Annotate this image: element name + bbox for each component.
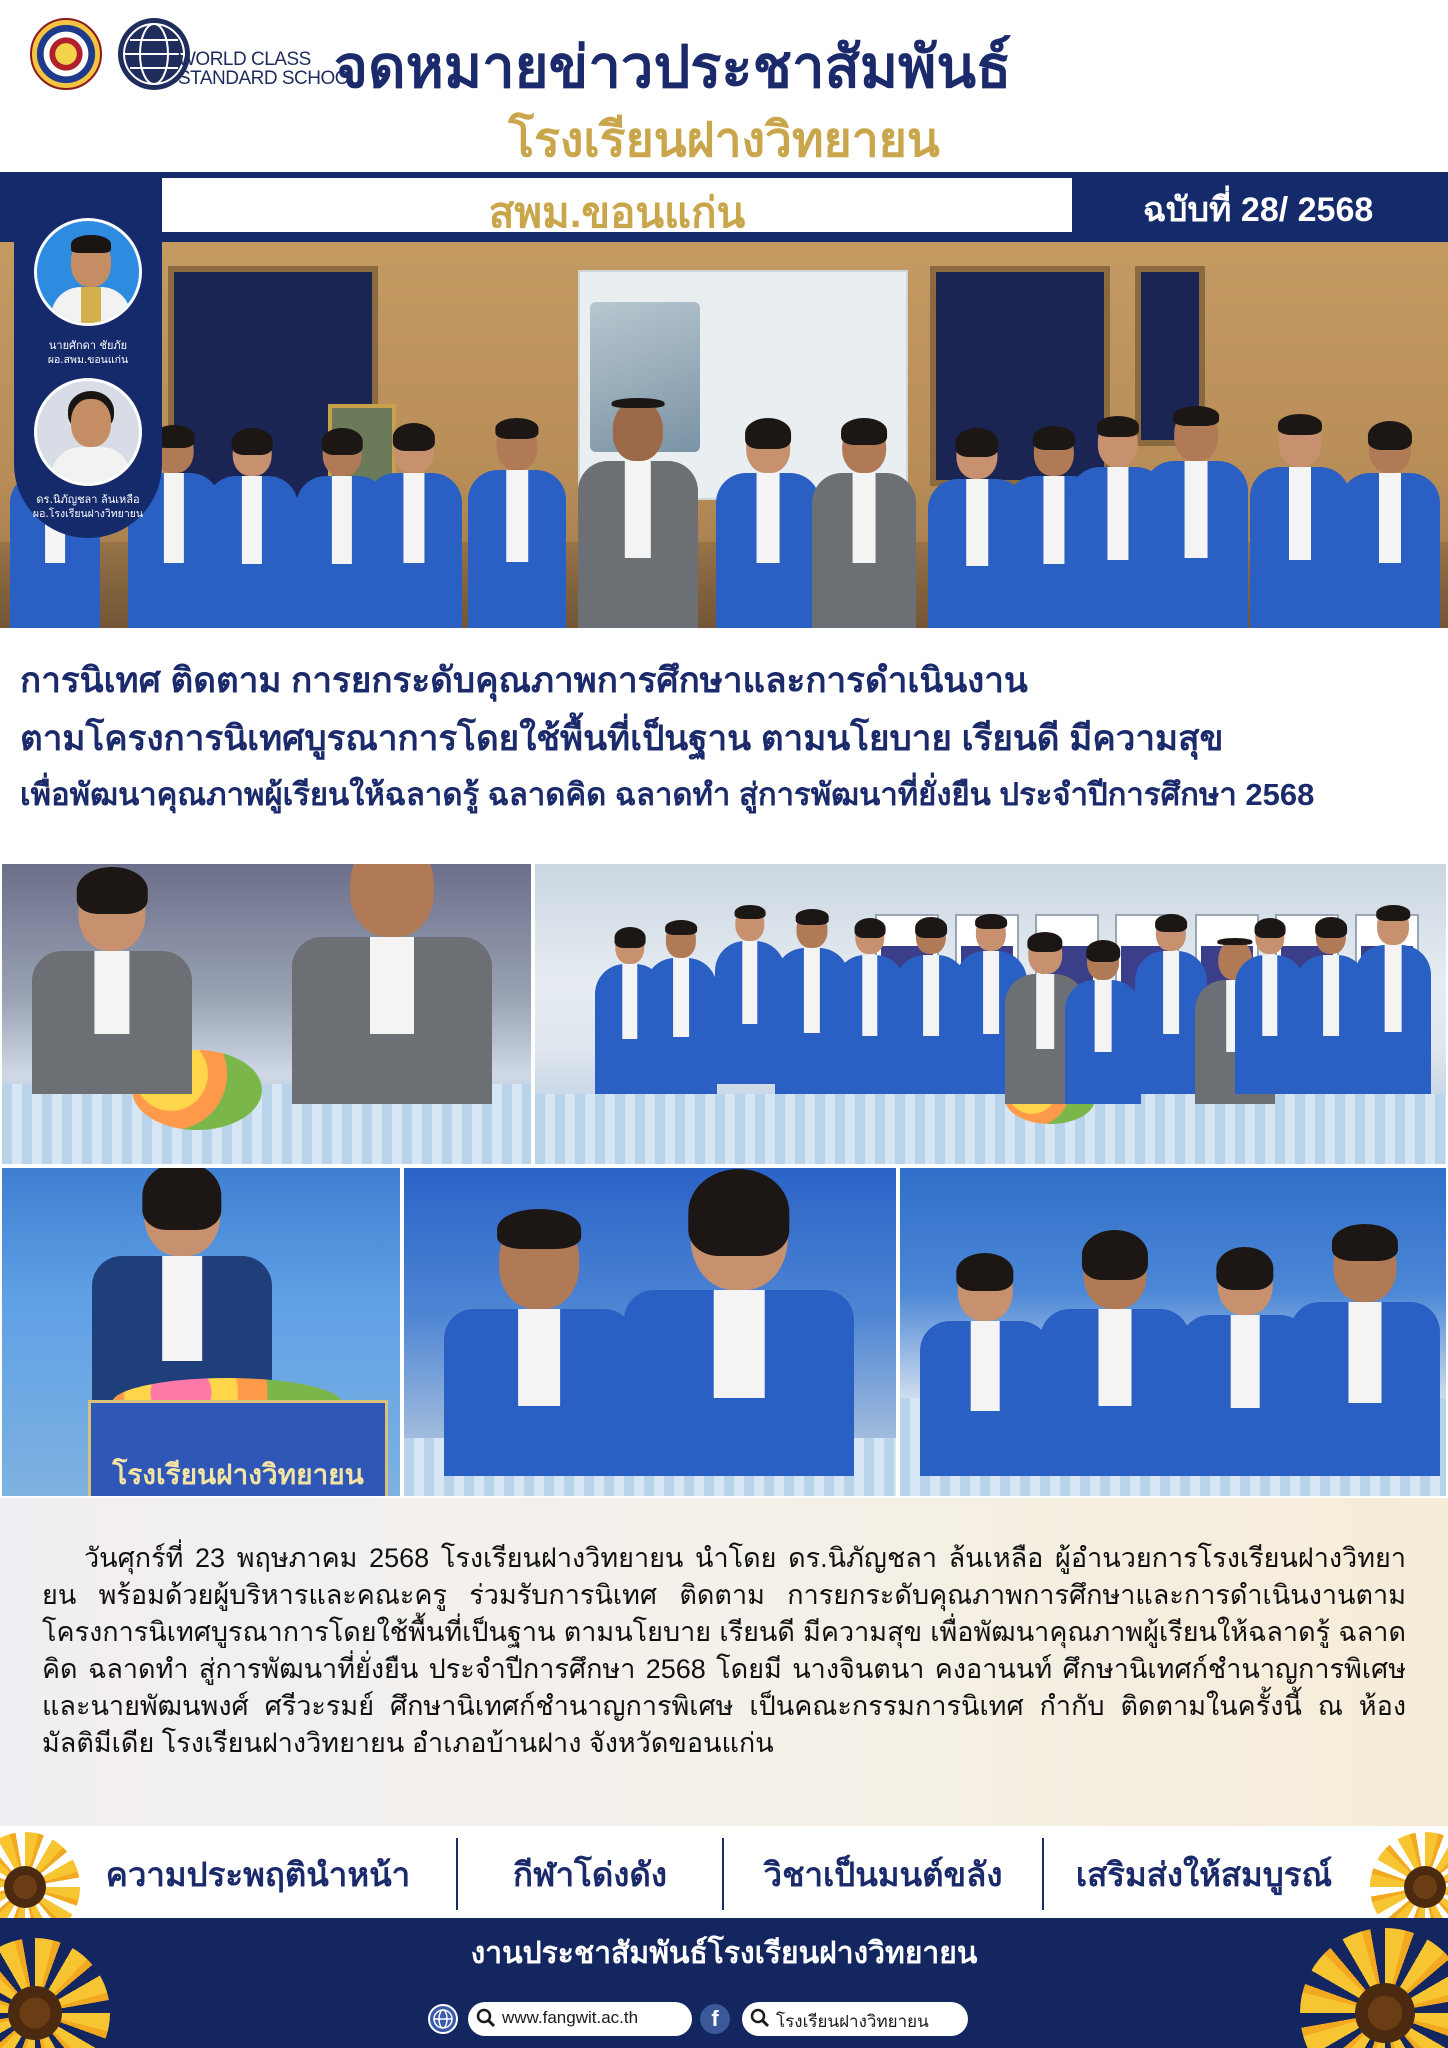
footer [0,1918,1448,2048]
facebook-page-name: โรงเรียนฝางวิทยายน [776,2012,929,2031]
person-figure [1290,1196,1440,1476]
person-figure [444,1206,634,1476]
person-figure [812,378,916,628]
admin-position: ผอ.สพม.ขอนแก่น [47,354,129,366]
office-name: สพม.ขอนแก่น [488,189,746,236]
world-class-logo-text [178,50,359,88]
person-figure [1065,904,1141,1104]
school-name: โรงเรียนฝางวิทยายน [508,114,940,167]
facebook-link[interactable] [742,2002,968,2036]
school-seal-icon [30,18,102,90]
person-figure [1250,368,1350,628]
headline-line-3: เพื่อพัฒนาคุณภาพผู้เรียนให้ฉลาดรู้ ฉลาดคิด ฉลาดทำ สู่การพัฒนาที่ยั่งยืน ประจำปีการศึกษา 2568 [20,777,1315,812]
header [0,0,1448,172]
photo-staff-seated [402,1166,898,1498]
table-cloth [535,1094,1446,1166]
search-icon [750,2008,770,2028]
photo-supervisors-at-table [0,862,533,1166]
headline-line-1: การนิเทศ ติดตาม การยกระดับคุณภาพการศึกษาและการดำเนินงาน [20,661,1028,700]
person-figure [1040,1206,1190,1476]
headline [20,652,1430,822]
newsletter-title: จดหมายข่าวประชาสัมพันธ์ [334,35,1012,100]
issue-number: ฉบับที่ 28/ 2568 [1142,191,1374,229]
search-icon [476,2008,496,2028]
photo-teachers-seated [898,1166,1448,1498]
photo-group-at-meeting [533,862,1448,1166]
admin-name: ดร.นิภัญชลา ล้นเหลือ [36,493,140,506]
school-motto-bar [0,1826,1448,1918]
person-figure [1355,862,1431,1094]
person-figure [206,383,298,628]
motto-sports: กีฬาโด่งดัง [513,1856,667,1893]
website-url: www.fangwit.ac.th [502,2008,639,2027]
motto-conduct: ความประพฤตินำหน้า [105,1856,411,1893]
admin-position: ผอ.โรงเรียนฝางวิทยายน [32,508,144,520]
person-figure [578,358,698,628]
globe-icon[interactable] [428,2004,458,2034]
hero-group-photo [0,242,1448,628]
person-figure [468,373,566,628]
person-figure [716,378,820,628]
lectern [88,1400,388,1498]
principal-photo [34,378,142,486]
admin-name: นายศักดา ชัยภัย [48,339,128,352]
facebook-icon[interactable]: f [700,2004,730,2034]
person-figure [624,1176,854,1476]
person-figure [292,862,492,1104]
admin-caption [14,338,162,368]
logo-line-1: WORLD CLASS [178,49,311,70]
article-body [0,1498,1448,1826]
director-photo [34,218,142,326]
motto-knowledge: วิชาเป็นมนต์ขลัง [763,1856,1003,1893]
headline-line-2: ตามโครงการนิเทศบูรณาการโดยใช้พื้นที่เป็นฐาน ตามนโยบาย เรียนดี มีความสุข [20,719,1224,758]
person-figure [645,874,717,1094]
photo-speaker-at-lectern [0,1166,402,1498]
person-figure [366,378,462,628]
lectern-sign: โรงเรียนฝางวิทยายน [112,1460,364,1491]
person-figure [1144,358,1248,628]
admin-caption [14,492,162,522]
website-link[interactable] [468,2002,692,2036]
motto-completeness: เสริมส่งให้สมบูรณ์ [1075,1856,1333,1893]
person-figure [1340,378,1440,628]
footer-title: งานประชาสัมพันธ์โรงเรียนฝางวิทยายน [470,1937,978,1970]
person-figure [32,864,192,1094]
person-figure [920,1226,1050,1476]
article-paragraph: วันศุกร์ที่ 23 พฤษภาคม 2568 โรงเรียนฝางวิทยายน นำโดย ดร.นิภัญชลา ล้นเหลือ ผู้อำนวยการโรงเรียนฝางวิทยายน พร้อมด้วยผู้บริหารและคณะครู ร่วมรับการนิเทศ ติดตาม การยกระดับคุณภาพการศึกษาและการดำเนินงานตามโครงการนิเทศบูรณาการโดยใช้พื้นที่เป็นฐาน ตามนโยบาย เรียนดี มีความสุข เพื่อพัฒนาคุณภาพผู้เรียนให้ฉลาดรู้ ฉลาดคิด ฉลาดทำ สู่การพัฒนาที่ยั่งยืน ประจำปีการศึกษา 2568 โดยมี นางจินตนา คงอานนท์ ศึกษานิเทศก์ชำนาญการพิเศษ และนายพัฒนพงศ์ ศรีวะรมย์ ศึกษานิเทศก์ชำนาญการพิเศษ เป็นคณะกรรมการนิเทศ กำกับ ติดตามในครั้งนี้ ณ ห้องมัลติมีเดีย โรงเรียนฝางวิทยายน อำเภอบ้านฝาง จังหวัดขอนแก่น [42,1543,1406,1758]
logo-line-2: STANDARD SCHOOL [178,68,360,89]
administrators-panel [14,178,162,538]
